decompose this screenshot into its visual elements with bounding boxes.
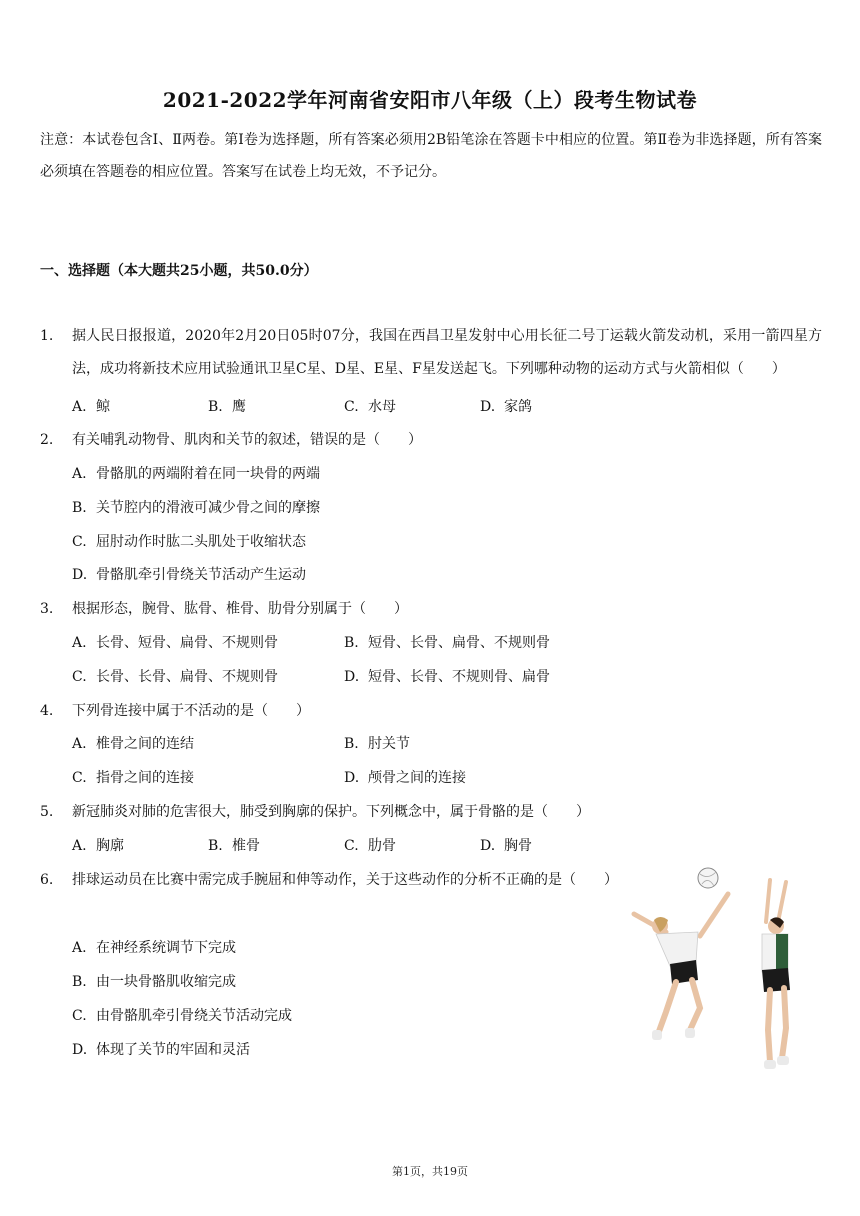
option-6b[interactable] [72, 966, 236, 999]
option-text: 长骨、长骨、扁骨、不规则骨 [96, 669, 278, 685]
option-text: 肋骨 [368, 838, 396, 854]
option-4a[interactable] [72, 728, 194, 761]
option-letter: B. [208, 399, 223, 415]
option-text: 短骨、长骨、扁骨、不规则骨 [368, 635, 550, 651]
option-text: 在神经系统调节下完成 [96, 940, 236, 956]
option-text: 骨骼肌的两端附着在同一块骨的两端 [96, 466, 320, 482]
option-text: 鲸 [96, 399, 110, 415]
option-letter: C. [72, 534, 87, 550]
option-text: 关节腔内的滑液可减少骨之间的摩擦 [96, 500, 320, 516]
option-letter: D. [480, 399, 496, 415]
option-1c[interactable] [344, 391, 396, 424]
option-letter: A. [72, 466, 87, 482]
option-2b[interactable] [72, 492, 320, 525]
option-text: 椎骨之间的连结 [96, 736, 194, 752]
exam-notice: 注意：本试卷包含Ⅰ、Ⅱ两卷。第Ⅰ卷为选择题，所有答案必须用2B铅笔涂在答题卡中相应的位置。第Ⅱ卷为非选择题，所有答案必须填在答题卷的相应位置。答案写在试卷上均无效，不予记分。 [40, 132, 822, 180]
option-text: 鹰 [232, 399, 246, 415]
option-1d[interactable] [480, 391, 532, 424]
question-number: 6. [40, 872, 54, 888]
option-6a[interactable] [72, 932, 236, 965]
question-stem: 下列骨连接中属于不活动的是（ ） [72, 703, 310, 719]
question-stem: 有关哺乳动物骨、肌肉和关节的叙述，错误的是（ ） [72, 432, 422, 448]
option-letter: A. [72, 736, 87, 752]
question-stem: 根据形态，腕骨、肱骨、椎骨、肋骨分别属于（ ） [72, 601, 408, 617]
option-text: 屈肘动作时肱二头肌处于收缩状态 [96, 534, 306, 550]
option-5a[interactable] [72, 830, 124, 863]
option-letter: D. [72, 1042, 88, 1058]
option-4b[interactable] [344, 728, 410, 761]
volleyball-players-image [630, 862, 820, 1082]
option-text: 长骨、短骨、扁骨、不规则骨 [96, 635, 278, 651]
option-text: 指骨之间的连接 [96, 770, 194, 786]
option-letter: B. [72, 974, 87, 990]
volleyball-icon [698, 868, 718, 888]
option-text: 家鸽 [504, 399, 532, 415]
option-text: 椎骨 [232, 838, 260, 854]
question-number: 5. [40, 804, 54, 820]
option-4c[interactable] [72, 762, 194, 795]
option-letter: D. [480, 838, 496, 854]
option-letter: A. [72, 399, 87, 415]
option-letter: C. [72, 1008, 87, 1024]
player-right-figure [762, 880, 790, 1069]
option-1a[interactable] [72, 391, 110, 424]
option-5c[interactable] [344, 830, 396, 863]
option-letter: B. [208, 838, 223, 854]
option-text: 水母 [368, 399, 396, 415]
option-letter: A. [72, 635, 87, 651]
option-letter: A. [72, 838, 87, 854]
option-3b[interactable] [344, 627, 550, 660]
section-heading: 一、选择题（本大题共25小题，共50.0分） [40, 263, 318, 279]
option-2d[interactable] [72, 559, 306, 592]
option-letter: D. [72, 567, 88, 583]
option-letter: D. [344, 669, 360, 685]
option-letter: B. [344, 736, 359, 752]
option-5b[interactable] [208, 830, 260, 863]
option-text: 体现了关节的牢固和灵活 [96, 1042, 250, 1058]
option-3d[interactable] [344, 661, 550, 694]
option-1b[interactable] [208, 391, 246, 424]
option-text: 胸骨 [504, 838, 532, 854]
option-text: 肘关节 [368, 736, 410, 752]
option-letter: C. [344, 838, 359, 854]
page-footer: 第1页，共19页 [392, 1165, 468, 1178]
option-text: 颅骨之间的连接 [368, 770, 466, 786]
question-number: 1. [40, 328, 54, 344]
option-text: 由骨骼肌牵引骨绕关节活动完成 [96, 1008, 292, 1024]
option-letter: B. [344, 635, 359, 651]
option-5d[interactable] [480, 830, 532, 863]
question-number: 4. [40, 703, 54, 719]
option-4d[interactable] [344, 762, 466, 795]
option-letter: C. [72, 770, 87, 786]
option-letter: C. [344, 399, 359, 415]
exam-title: 2021-2022学年河南省安阳市八年级（上）段考生物试卷 [162, 88, 698, 112]
option-3a[interactable] [72, 627, 278, 660]
option-text: 骨骼肌牵引骨绕关节活动产生运动 [96, 567, 306, 583]
option-6d[interactable] [72, 1034, 250, 1067]
option-6c[interactable] [72, 1000, 292, 1033]
option-text: 胸廓 [96, 838, 124, 854]
option-letter: C. [72, 669, 87, 685]
option-text: 由一块骨骼肌收缩完成 [96, 974, 236, 990]
option-text: 短骨、长骨、不规则骨、扁骨 [368, 669, 550, 685]
question-stem: 排球运动员在比赛中需完成手腕屈和伸等动作，关于这些动作的分析不正确的是（ ） [72, 872, 618, 888]
option-3c[interactable] [72, 661, 278, 694]
player-left-figure [634, 894, 728, 1040]
option-2c[interactable] [72, 526, 306, 559]
question-number: 2. [40, 432, 54, 448]
question-stem: 据人民日报报道，2020年2月20日05时07分，我国在西昌卫星发射中心用长征二号丁运载火箭发动机，采用一箭四星方法，成功将新技术应用试验通讯卫星C星、D星、E星、F星发送起飞。下列哪种动物的运动方式与火箭相似（ ） [72, 328, 822, 377]
question-stem: 新冠肺炎对肺的危害很大，肺受到胸廓的保护。下列概念中，属于骨骼的是（ ） [72, 804, 590, 820]
option-2a[interactable] [72, 458, 320, 491]
question-number: 3. [40, 601, 54, 617]
option-letter: B. [72, 500, 87, 516]
option-letter: D. [344, 770, 360, 786]
option-letter: A. [72, 940, 87, 956]
